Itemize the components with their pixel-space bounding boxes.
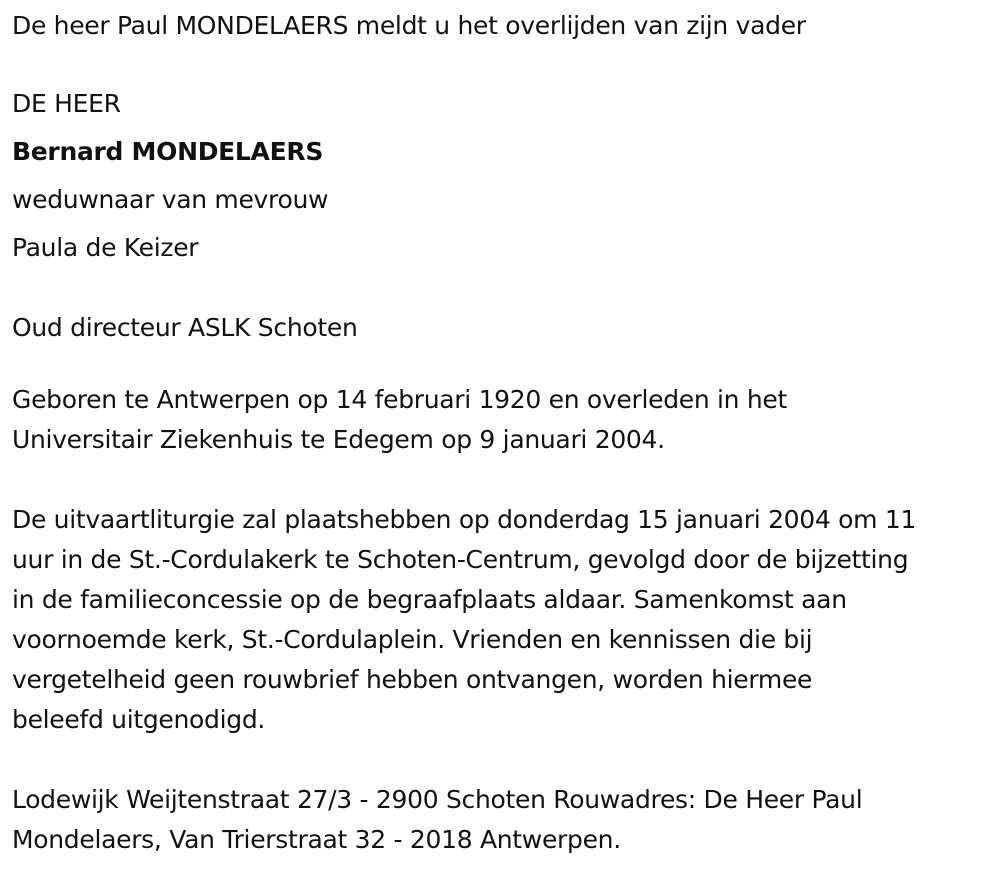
death-notice [12,0,996,860]
spouse-name: Paula de Keizer [12,233,199,262]
address-paragraph [12,780,996,860]
funeral-line: De uitvaartliturgie zal plaatshebben op donderdag 15 januari 2004 om 11 [12,505,917,534]
funeral-line: in de familieconcessie op de begraafplaats aldaar. Samenkomst aan [12,585,847,614]
birth-death-paragraph [12,380,996,460]
address-line: Lodewijk Weijtenstraat 27/3 - 2900 Schoten Rouwadres: De Heer Paul [12,785,863,814]
deceased-block [12,80,996,272]
funeral-line: vergetelheid geen rouwbrief hebben ontvangen, worden hiermee [12,665,813,694]
position-line: Oud directeur ASLK Schoten [12,313,358,342]
birth-death-line: Universitair Ziekenhuis te Edegem op 9 januari 2004. [12,425,665,454]
intro-line: De heer Paul MONDELAERS meldt u het overlijden van zijn vader [12,11,806,40]
birth-death-line: Geboren te Antwerpen op 14 februari 1920 en overleden in het [12,385,788,414]
funeral-paragraph [12,500,996,740]
funeral-line: voornoemde kerk, St.-Cordulaplein. Vrienden en kennissen die bij [12,625,813,654]
salutation: DE HEER [12,89,121,118]
funeral-line: uur in de St.-Cordulakerk te Schoten-Centrum, gevolgd door de bijzetting [12,545,909,574]
deceased-name: Bernard MONDELAERS [12,137,324,166]
address-line: Mondelaers, Van Trierstraat 32 - 2018 Antwerpen. [12,825,621,854]
widower-line: weduwnaar van mevrouw [12,185,329,214]
funeral-line: beleefd uitgenodigd. [12,705,266,734]
